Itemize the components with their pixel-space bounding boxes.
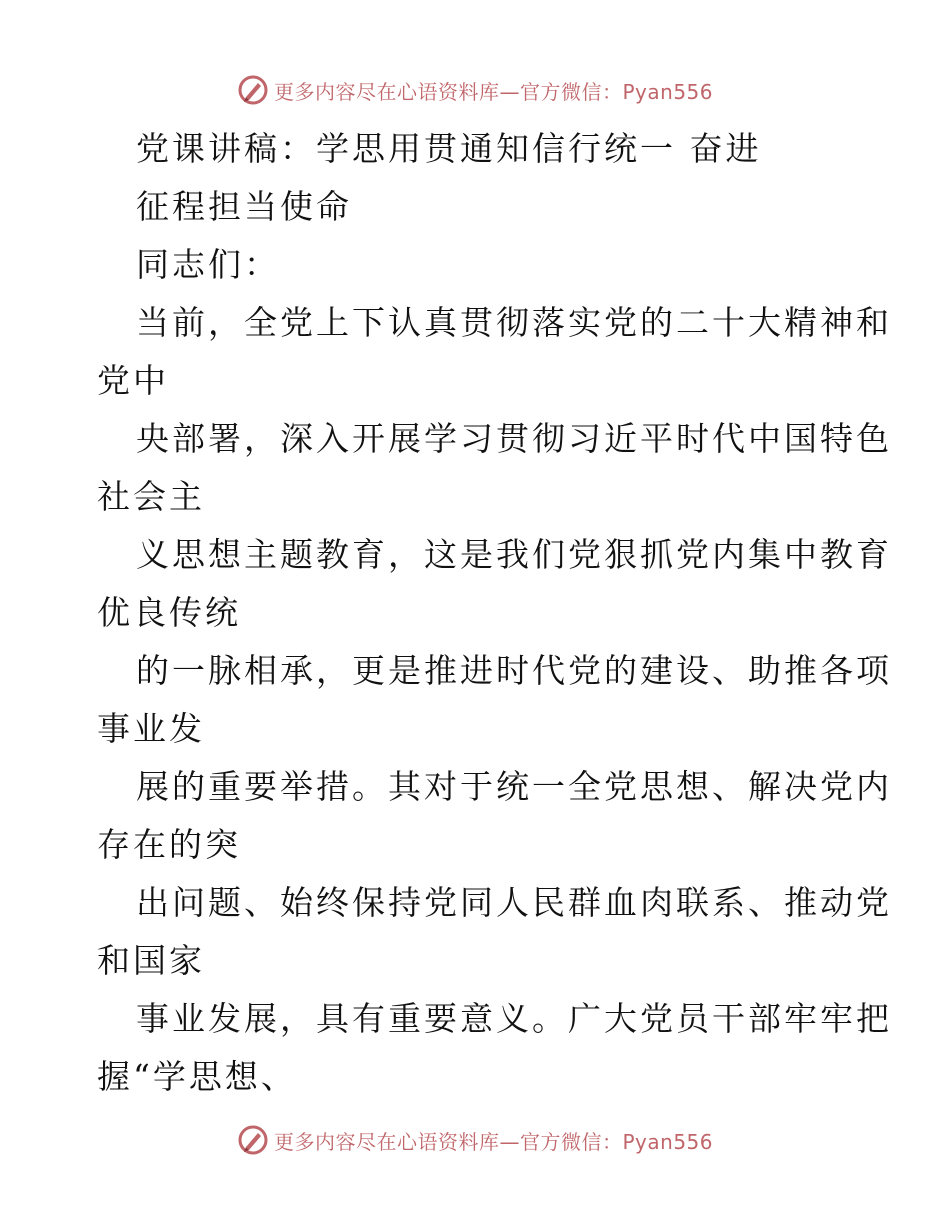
paragraph-line: 事业发展，具有重要意义。广大党员干部牢牢把 <box>136 999 892 1038</box>
paragraph-line: 出问题、始终保持党同人民群血肉联系、推动党 <box>136 883 892 922</box>
document-title-line-2: 征程担当使命 <box>136 187 352 226</box>
paragraph-line: 优良传统 <box>97 593 241 632</box>
paragraph-line: 党中 <box>97 361 169 400</box>
paragraph-line: 握“学思想、 <box>97 1057 297 1096</box>
paragraph-line: 社会主 <box>97 477 205 516</box>
paragraph-line: 义思想主题教育，这是我们党狠抓党内集中教育 <box>136 535 892 574</box>
paragraph-line: 央部署，深入开展学习贯彻习近平时代中国特色 <box>136 419 892 458</box>
paragraph-line: 事业发 <box>97 709 205 748</box>
watermark-text: 更多内容尽在心语资料库—官方微信：Pyan556 <box>274 79 714 104</box>
pen-logo-icon <box>236 73 270 107</box>
paragraph-line: 当前，全党上下认真贯彻落实党的二十大精神和 <box>136 303 892 342</box>
footer-watermark <box>236 1123 713 1157</box>
paragraph-line: 的一脉相承，更是推进时代党的建设、助推各项 <box>136 651 892 690</box>
header-watermark <box>236 73 713 107</box>
watermark-text: 更多内容尽在心语资料库—官方微信：Pyan556 <box>274 1129 714 1154</box>
greeting: 同志们： <box>136 245 280 284</box>
paragraph-line: 和国家 <box>97 941 205 980</box>
paragraph-line: 存在的突 <box>97 825 241 864</box>
paragraph-line: 展的重要举措。其对于统一全党思想、解决党内 <box>136 767 892 806</box>
pen-logo-icon <box>236 1123 270 1157</box>
document-title-line-1: 党课讲稿：学思用贯通知信行统一 奋进 <box>136 129 762 168</box>
